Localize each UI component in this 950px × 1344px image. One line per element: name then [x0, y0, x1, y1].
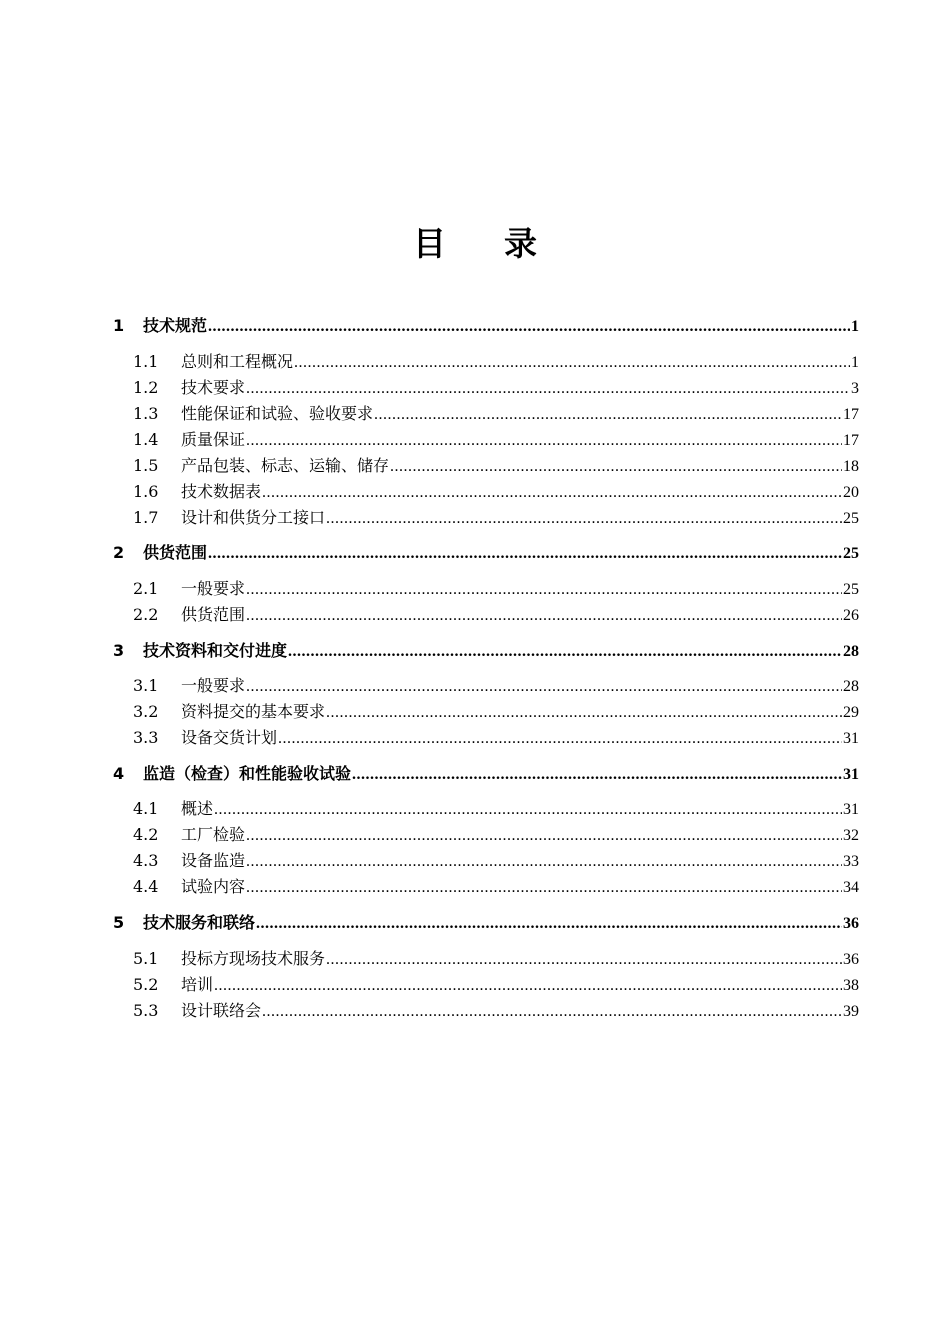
toc-entry-section[interactable] [133, 874, 859, 897]
dot-leader [246, 380, 850, 398]
toc-number: 5.1 [133, 949, 159, 968]
toc-page-number: 28 [843, 678, 859, 695]
dot-leader [246, 581, 842, 599]
dot-leader [374, 406, 842, 424]
toc-page-number: 34 [843, 879, 859, 896]
dot-leader [326, 951, 842, 969]
dot-leader [208, 545, 842, 563]
dot-leader [352, 766, 842, 784]
toc-page-number: 25 [843, 510, 859, 527]
dot-leader [246, 879, 842, 897]
toc-label: 投标方现场技术服务 [181, 949, 326, 968]
toc-entry-chapter[interactable] [113, 313, 859, 336]
dot-leader [256, 915, 842, 933]
dot-leader [246, 678, 842, 696]
dot-leader [208, 318, 850, 336]
toc-page-number: 36 [843, 951, 859, 968]
toc-number: 1 [113, 316, 125, 335]
toc-entry-chapter[interactable] [113, 761, 859, 784]
dot-leader [262, 484, 842, 502]
toc-page-number: 31 [843, 730, 859, 747]
toc-entry-section[interactable] [133, 822, 859, 845]
toc-entry-section[interactable] [133, 401, 859, 424]
toc-label: 设计联络会 [181, 1001, 262, 1020]
toc-number: 3.2 [133, 702, 159, 721]
toc-entry-section[interactable] [133, 796, 859, 819]
dot-leader [214, 801, 842, 819]
dot-leader [246, 607, 842, 625]
toc-number: 4.4 [133, 877, 159, 896]
toc-page-number: 1 [851, 318, 859, 335]
toc-label: 技术要求 [181, 378, 246, 397]
toc-number: 2 [113, 543, 125, 562]
title-char-1: 目 [413, 224, 446, 263]
toc-number: 3.3 [133, 728, 159, 747]
dot-leader [246, 827, 842, 845]
page-title [0, 218, 950, 265]
toc-page-number: 31 [843, 801, 859, 818]
dot-leader [326, 704, 842, 722]
toc-label: 工厂检验 [181, 825, 246, 844]
toc-page-number: 17 [843, 432, 859, 449]
toc-page-number: 20 [843, 484, 859, 501]
toc-page-number: 25 [843, 581, 859, 598]
toc-label: 资料提交的基本要求 [181, 702, 326, 721]
toc-entry-section[interactable] [133, 946, 859, 969]
toc-page-number: 3 [851, 380, 859, 397]
toc-label: 供货范围 [143, 543, 208, 562]
toc-label: 技术资料和交付进度 [143, 641, 288, 660]
toc-page-number: 28 [843, 643, 859, 660]
toc-page-number: 26 [843, 607, 859, 624]
toc-label: 技术服务和联络 [143, 913, 256, 932]
toc-label: 概述 [181, 799, 214, 818]
toc-label: 设备监造 [181, 851, 246, 870]
toc-entry-section[interactable] [133, 998, 859, 1021]
toc-entry-section[interactable] [133, 349, 859, 372]
toc-entry-section[interactable] [133, 505, 859, 528]
toc-label: 技术数据表 [181, 482, 262, 501]
toc-page-number: 36 [843, 915, 859, 932]
toc-entry-section[interactable] [133, 479, 859, 502]
toc-label: 设计和供货分工接口 [181, 508, 326, 527]
toc-label: 设备交货计划 [181, 728, 278, 747]
toc-entry-section[interactable] [133, 699, 859, 722]
toc-page-number: 17 [843, 406, 859, 423]
dot-leader [246, 432, 842, 450]
toc-label: 产品包装、标志、运输、储存 [181, 456, 390, 475]
toc-entry-section[interactable] [133, 602, 859, 625]
dot-leader [246, 853, 842, 871]
toc-page-number: 25 [843, 545, 859, 562]
dot-leader [262, 1003, 842, 1021]
toc-entry-chapter[interactable] [113, 638, 859, 661]
title-char-2: 录 [504, 224, 537, 263]
toc-number: 3.1 [133, 676, 159, 695]
toc-entry-section[interactable] [133, 453, 859, 476]
toc-number: 3 [113, 641, 125, 660]
toc-entry-section[interactable] [133, 725, 859, 748]
toc-number: 1.5 [133, 456, 159, 475]
toc-number: 2.2 [133, 605, 159, 624]
toc-number: 5.2 [133, 975, 159, 994]
toc-number: 4.3 [133, 851, 159, 870]
toc-entry-section[interactable] [133, 375, 859, 398]
toc-number: 5.3 [133, 1001, 159, 1020]
toc-label: 试验内容 [181, 877, 246, 896]
toc-label: 培训 [181, 975, 214, 994]
toc-entry-section[interactable] [133, 576, 859, 599]
toc-entry-section[interactable] [133, 673, 859, 696]
toc-label: 一般要求 [181, 579, 246, 598]
toc-page-number: 18 [843, 458, 859, 475]
toc-page-number: 39 [843, 1003, 859, 1020]
toc-entry-section[interactable] [133, 848, 859, 871]
toc-number: 5 [113, 913, 125, 932]
dot-leader [278, 730, 842, 748]
toc-number: 4.2 [133, 825, 159, 844]
toc-page-number: 33 [843, 853, 859, 870]
toc-page-number: 38 [843, 977, 859, 994]
toc-number: 4 [113, 764, 125, 783]
toc-page-number: 29 [843, 704, 859, 721]
toc-page-number: 31 [843, 766, 859, 783]
toc-entry-chapter[interactable] [113, 910, 859, 933]
dot-leader [294, 354, 850, 372]
toc-entry-chapter[interactable] [113, 540, 859, 563]
toc-number: 1.3 [133, 404, 159, 423]
toc-page-number: 32 [843, 827, 859, 844]
toc-label: 技术规范 [143, 316, 208, 335]
toc-label: 性能保证和试验、验收要求 [181, 404, 374, 423]
dot-leader [288, 643, 842, 661]
dot-leader [326, 510, 842, 528]
toc-label: 一般要求 [181, 676, 246, 695]
toc-number: 1.1 [133, 352, 159, 371]
toc-label: 供货范围 [181, 605, 246, 624]
toc-number: 1.4 [133, 430, 159, 449]
toc-entry-section[interactable] [133, 427, 859, 450]
dot-leader [214, 977, 842, 995]
dot-leader [390, 458, 842, 476]
toc-number: 1.2 [133, 378, 159, 397]
toc-number: 2.1 [133, 579, 159, 598]
toc-number: 1.7 [133, 508, 159, 527]
toc-label: 质量保证 [181, 430, 246, 449]
toc-label: 总则和工程概况 [181, 352, 294, 371]
toc-page-number: 1 [851, 354, 859, 371]
toc-number: 1.6 [133, 482, 159, 501]
toc-entry-section[interactable] [133, 972, 859, 995]
toc-number: 4.1 [133, 799, 159, 818]
toc-label: 监造（检查）和性能验收试验 [143, 764, 352, 783]
